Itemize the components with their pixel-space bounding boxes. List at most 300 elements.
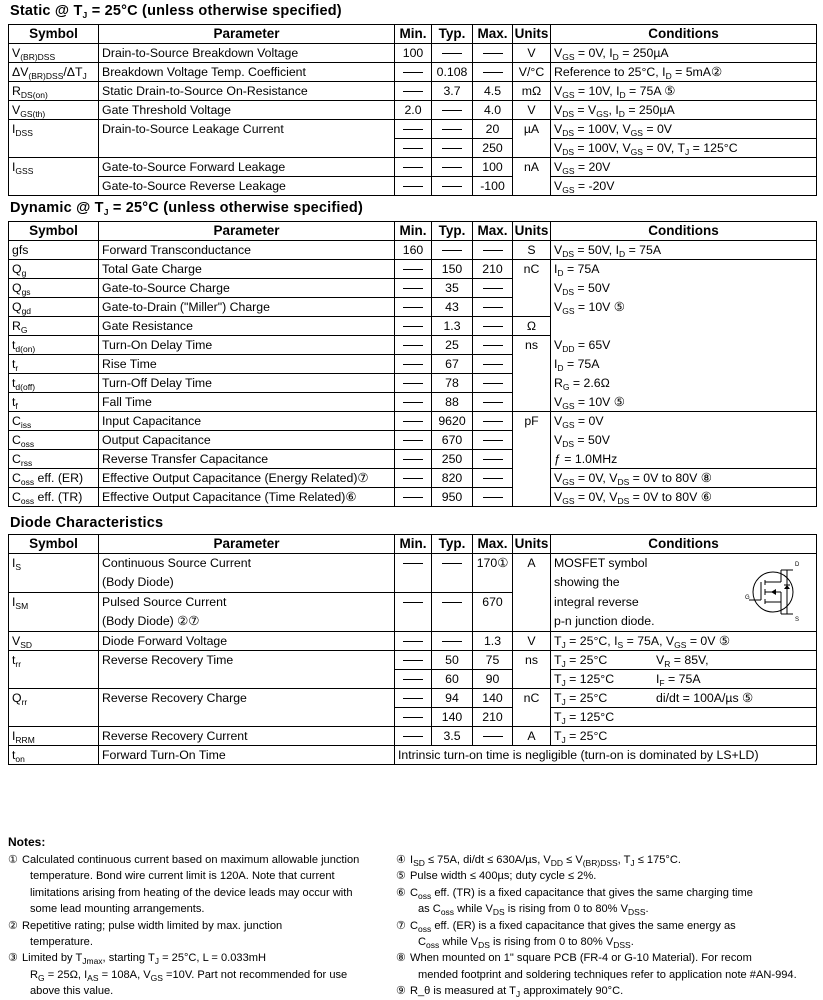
condition-line2: p-n junction diode. — [554, 613, 655, 628]
dash-min — [403, 269, 423, 270]
unit: V — [527, 634, 536, 648]
table-row — [9, 120, 817, 139]
table-row — [9, 241, 817, 260]
table-row — [9, 746, 817, 765]
footnote-line: mended footprint and soldering techniques refer to application note #AN-994. — [418, 968, 797, 981]
parameter-name: Fall Time — [102, 395, 152, 409]
footnote-line: $C_{oss}$ while $V_{DS}$ is rising from 0 to 80% $V_{DSS}$. — [418, 936, 634, 951]
dash-max — [483, 402, 503, 403]
footnote-line: Limited by $T_{Jmax}$, starting $T_J = 25^\circ C$, L = 0.033mH — [22, 952, 267, 967]
max-value: 210 — [482, 262, 503, 276]
condition: $V_{DD} = 65V$ — [554, 338, 611, 354]
dash-max — [483, 53, 503, 54]
footnote-line: limitations arising from heating of the device leads may occur with — [30, 886, 353, 899]
unit: V — [527, 103, 536, 117]
max-value: 170① — [476, 556, 509, 570]
symbol: $Q_{gs}$ — [12, 281, 31, 297]
table-row — [9, 177, 817, 196]
symbol: $t_f$ — [12, 395, 18, 411]
max-value: 250 — [482, 141, 503, 155]
condition: $V_{DS} = 100V$, $V_{GS} = 0V$ — [554, 122, 672, 138]
dynamic-table — [8, 221, 817, 507]
footnote — [396, 852, 821, 868]
col-header-min: Min. — [395, 535, 432, 554]
dash-max — [483, 736, 503, 737]
dash-typ — [442, 110, 462, 111]
dynamic-section-title: Dynamic @ $T_J = 25^\circ C$ (unless otherwise specified) — [10, 200, 363, 217]
dash-min — [403, 91, 423, 92]
col-header-typ: Typ. — [432, 222, 473, 241]
dash-min — [403, 421, 423, 422]
parameter-name: Gate-to-Source Reverse Leakage — [102, 179, 286, 193]
symbol: $t_{rr}$ — [12, 653, 22, 670]
dash-min — [403, 497, 423, 498]
parameter-name: Gate-to-Source Charge — [102, 281, 230, 295]
col-header-symbol: Symbol — [9, 222, 99, 241]
footnote-line: above this value. — [30, 985, 114, 998]
dash-typ — [442, 250, 462, 251]
col-header-parameter: Parameter — [99, 222, 395, 241]
col-header-parameter: Parameter — [99, 535, 395, 554]
max-value: -100 — [480, 179, 505, 193]
dash-min — [403, 602, 423, 603]
dash-max — [483, 250, 503, 251]
condition: MOSFET symbol — [554, 556, 648, 570]
symbol: $t_{on}$ — [12, 748, 25, 764]
condition: $I_D = 75A$ — [554, 262, 600, 279]
dash-min — [403, 288, 423, 289]
dash-max — [483, 72, 503, 73]
condition: $V_{GS} = 0V$, $V_{DS} = 0V$ to 80V ⑥ — [554, 490, 712, 506]
notes-left-column — [8, 852, 398, 1000]
typ-value: 150 — [441, 262, 463, 276]
footnote-line: R_θ is measured at $T_J$ approximately 90°C. — [410, 985, 624, 1000]
header-row — [9, 25, 817, 44]
condition-right: $V_R = 85V$, — [656, 653, 709, 669]
table-row — [9, 279, 817, 298]
col-header-units: Units — [513, 535, 551, 554]
footnote-line: temperature. Bond wire current limit is 120A. Note that current — [30, 870, 335, 883]
footnote-line: Calculated continuous current based on maximum allowable junction — [22, 854, 360, 866]
parameter-name: Turn-Off Delay Time — [102, 376, 213, 390]
footnote — [396, 918, 821, 951]
col-header-symbol: Symbol — [9, 535, 99, 554]
footnote-line: $C_{oss}$ eff. (ER) is a fixed capacitance that gives the same energy as — [410, 919, 736, 934]
symbol: $I_{RRM}$ — [12, 729, 35, 745]
footnote — [8, 950, 398, 999]
static-table — [8, 24, 817, 196]
dash-typ — [442, 186, 462, 187]
parameter-name: Input Capacitance — [102, 414, 202, 428]
condition: $V_{GS} = 10V$ ⑤ — [554, 394, 625, 411]
parameter-name: Effective Output Capacitance (Time Related)⑥ — [102, 490, 357, 504]
gate-pin-label: G — [745, 595, 750, 601]
unit: µA — [523, 122, 540, 137]
symbol: $I_{SM}$ — [12, 595, 29, 611]
dash-typ — [442, 148, 462, 149]
symbol: $C_{oss}$ eff. (ER) — [12, 471, 84, 487]
footnote-line: Repetitive rating; pulse width limited by max. junction — [22, 919, 283, 932]
table-row — [9, 450, 817, 469]
condition: $V_{GS} = 0V$, $I_D = 250\mu A$ — [554, 46, 669, 62]
condition: Reference to 25°C, $I_D$ = 5mA② — [554, 65, 723, 81]
col-header-max: Max. — [473, 535, 513, 554]
dash-max — [483, 345, 503, 346]
parameter-name: Reverse Recovery Charge — [102, 691, 247, 706]
condition-right: $I_F = 75A$ — [656, 672, 701, 688]
condition-right: di/dt = 100A/µs ⑤ — [656, 691, 754, 705]
footnote-line: $R_G = 25\Omega$, $I_{AS} = 108A$, $V_{GS} =10V$. Part not recommended for use — [30, 968, 348, 983]
parameter-name: Continuous Source Current — [102, 556, 252, 570]
condition: $V_{DS} = 50V$ — [554, 433, 610, 449]
unit: nA — [523, 160, 540, 175]
parameter-name: Static Drain-to-Source On-Resistance — [102, 84, 308, 98]
col-header-conditions: Conditions — [551, 25, 817, 44]
condition: $R_G = 2.6\Omega$ — [554, 376, 610, 392]
typ-value: 88 — [445, 395, 459, 409]
dash-typ — [442, 602, 462, 603]
footnote-marker: ④ — [396, 854, 406, 866]
table-row — [9, 298, 817, 317]
parameter-note: (Body Diode) ②⑦ — [102, 614, 200, 628]
max-value: 75 — [485, 653, 500, 667]
table-row — [9, 317, 817, 336]
condition: ƒ = 1.0MHz — [554, 451, 618, 466]
condition-line2: showing the — [554, 575, 620, 589]
table-row — [9, 651, 817, 670]
min-value: 2.0 — [404, 103, 422, 117]
dash-min — [403, 459, 423, 460]
footnote-marker: ③ — [8, 952, 18, 965]
dash-max — [483, 459, 503, 460]
symbol: $C_{iss}$ — [12, 414, 32, 430]
condition: $T_J = 25^\circ C$ — [554, 653, 608, 669]
table-row — [9, 260, 817, 279]
table-row — [9, 393, 817, 412]
max-value: 140 — [482, 691, 503, 705]
merged-condition: Intrinsic turn-on time is negligible (turn-on is dominated by LS+LD) — [398, 748, 759, 762]
col-header-max: Max. — [473, 25, 513, 44]
table-row — [9, 554, 817, 593]
col-header-min: Min. — [395, 25, 432, 44]
parameter-name: Reverse Transfer Capacitance — [102, 452, 269, 466]
typ-value: 43 — [445, 300, 459, 314]
dash-min — [403, 660, 423, 661]
max-value: 90 — [485, 672, 500, 686]
col-header-conditions: Conditions — [551, 535, 817, 554]
notes-title: Notes: — [8, 835, 46, 849]
condition: $T_J = 25^\circ C$ — [554, 729, 608, 745]
dash-min — [403, 345, 423, 346]
col-header-max: Max. — [473, 222, 513, 241]
dash-min — [403, 440, 423, 441]
condition: $I_D = 75A$ — [554, 357, 600, 373]
footnote-line: When mounted on 1" square PCB (FR-4 or G-10 Material). For recom — [410, 952, 752, 965]
max-value: 1.3 — [483, 634, 502, 648]
typ-value: 820 — [441, 471, 463, 485]
table-row — [9, 139, 817, 158]
max-value: 4.5 — [483, 84, 502, 98]
table-row — [9, 593, 817, 632]
max-value: 4.0 — [483, 103, 502, 117]
col-header-parameter: Parameter — [99, 25, 395, 44]
typ-value: 60 — [445, 672, 459, 686]
table-row — [9, 158, 817, 177]
parameter-name: Pulsed Source Current — [102, 595, 227, 609]
diode-section-title: Diode Characteristics — [10, 515, 164, 531]
typ-value: 78 — [445, 376, 459, 390]
symbol: $V_{GS(th)}$ — [12, 103, 46, 119]
dash-typ — [442, 129, 462, 130]
col-header-typ: Typ. — [432, 535, 473, 554]
condition: $V_{GS} = 10V$, $I_D = 75A$ ⑤ — [554, 84, 676, 100]
col-header-conditions: Conditions — [551, 222, 817, 241]
footnote-line: temperature. — [30, 936, 93, 949]
dash-min — [403, 402, 423, 403]
dash-min — [403, 307, 423, 308]
dash-max — [483, 364, 503, 365]
typ-value: 670 — [441, 433, 463, 447]
footnote-marker: ⑨ — [396, 985, 406, 998]
unit: pF — [524, 414, 539, 429]
symbol: $Q_{gd}$ — [12, 300, 32, 316]
table-row — [9, 488, 817, 507]
parameter-name: Reverse Recovery Current — [102, 729, 248, 743]
table-row — [9, 44, 817, 63]
footnote-marker: ⑥ — [396, 886, 406, 899]
footnote-marker: ⑦ — [396, 919, 406, 932]
unit: S — [527, 243, 536, 257]
symbol: $V_{(BR)DSS}$ — [12, 46, 56, 62]
parameter-name: Total Gate Charge — [102, 262, 202, 276]
parameter-name: Forward Transconductance — [102, 243, 252, 257]
min-value: 160 — [402, 243, 424, 257]
table-row — [9, 632, 817, 651]
unit: nC — [523, 262, 540, 277]
typ-value: 67 — [445, 357, 459, 371]
condition: integral reverse — [554, 594, 639, 609]
table-row — [9, 689, 817, 708]
unit: nC — [523, 691, 540, 706]
dash-min — [403, 167, 423, 168]
dash-min — [403, 364, 423, 365]
parameter-name: Gate Threshold Voltage — [102, 103, 231, 117]
table-row — [9, 727, 817, 746]
typ-value: 1.3 — [443, 319, 461, 333]
typ-value: 94 — [445, 691, 459, 705]
parameter-name: Output Capacitance — [102, 433, 211, 447]
symbol: $V_{SD}$ — [12, 634, 33, 650]
col-header-symbol: Symbol — [9, 25, 99, 44]
mosfet-symbol-icon — [745, 558, 805, 622]
symbol: $R_G$ — [12, 319, 28, 335]
dash-min — [403, 326, 423, 327]
table-row — [9, 101, 817, 120]
dash-min — [403, 478, 423, 479]
symbol: $R_{DS(on)}$ — [12, 84, 48, 100]
footnote — [396, 885, 821, 918]
col-header-typ: Typ. — [432, 25, 473, 44]
typ-value: 3.5 — [443, 729, 461, 743]
symbol: $Q_{rr}$ — [12, 691, 28, 708]
dash-min — [403, 563, 423, 564]
dash-min — [403, 148, 423, 149]
dash-min — [403, 698, 423, 699]
parameter-name: Drain-to-Source Leakage Current — [102, 122, 284, 137]
table-row — [9, 708, 817, 727]
footnote-line: some lead mounting arrangements. — [30, 903, 205, 916]
symbol: $t_r$ — [12, 357, 19, 373]
parameter-name: Reverse Recovery Time — [102, 653, 234, 668]
max-value: 210 — [482, 710, 503, 724]
condition: $T_J = 125^\circ C$ — [554, 710, 615, 726]
symbol: $C_{rss}$ — [12, 452, 33, 468]
col-header-units: Units — [513, 25, 551, 44]
dash-min — [403, 717, 423, 718]
table-row — [9, 374, 817, 393]
header-row — [9, 535, 817, 554]
notes-right-column — [396, 852, 821, 1000]
unit: mΩ — [521, 84, 542, 98]
footnote-line: as $C_{oss}$ while $V_{DS}$ is rising from 0 to 80% $V_{DSS}$. — [418, 903, 649, 918]
condition: $V_{GS} = -20V$ — [554, 179, 615, 195]
footnote-marker: ② — [8, 919, 18, 932]
dash-typ — [442, 53, 462, 54]
col-header-units: Units — [513, 222, 551, 241]
dash-max — [483, 383, 503, 384]
drain-pin-label: D — [795, 562, 800, 568]
table-row — [9, 469, 817, 488]
parameter-name: Forward Turn-On Time — [102, 748, 226, 762]
dash-max — [483, 288, 503, 289]
footnote-line: $C_{oss}$ eff. (TR) is a fixed capacitance that gives the same charging time — [410, 886, 753, 901]
parameter-name: Diode Forward Voltage — [102, 634, 228, 648]
condition: $T_J = 25^\circ C$, $I_S = 75A$, $V_{GS} = 0V$ ⑤ — [554, 634, 730, 650]
typ-value: 3.7 — [443, 84, 461, 98]
typ-value: 140 — [441, 710, 463, 724]
footnote — [8, 918, 398, 951]
symbol: $I_S$ — [12, 556, 22, 572]
diode-table — [8, 534, 817, 765]
footnote — [8, 852, 398, 918]
dash-min — [403, 72, 423, 73]
max-value: 100 — [482, 160, 503, 174]
footnote-marker: ⑤ — [396, 870, 406, 883]
condition: $V_{DS} = V_{GS}$, $I_D = 250\mu A$ — [554, 103, 675, 119]
unit: ns — [525, 338, 538, 353]
parameter-name: Breakdown Voltage Temp. Coefficient — [102, 65, 306, 79]
condition: $T_J = 125^\circ C$ — [554, 672, 615, 688]
symbol: $C_{oss}$ — [12, 433, 35, 449]
parameter-name: Gate-to-Source Forward Leakage — [102, 160, 286, 174]
footnote-marker: ① — [8, 854, 18, 866]
typ-value: 9620 — [438, 414, 466, 428]
dash-min — [403, 736, 423, 737]
typ-value: 35 — [445, 281, 459, 295]
typ-value: 250 — [441, 452, 463, 466]
min-value: 100 — [402, 46, 424, 60]
parameter-name: Turn-On Delay Time — [102, 338, 213, 352]
dash-max — [483, 478, 503, 479]
condition: $V_{GS} = 20V$ — [554, 160, 611, 176]
parameter-name: Rise Time — [102, 357, 157, 371]
unit: V/°C — [518, 65, 545, 79]
max-value: 670 — [482, 595, 503, 609]
dash-typ — [442, 641, 462, 642]
source-pin-label: S — [795, 617, 800, 622]
dash-max — [483, 440, 503, 441]
dash-max — [483, 497, 503, 498]
condition: $V_{GS} = 0V$, $V_{DS} = 0V$ to 80V ⑧ — [554, 471, 712, 487]
table-row — [9, 670, 817, 689]
unit: A — [527, 729, 536, 743]
col-header-min: Min. — [395, 222, 432, 241]
symbol: $I_{GSS}$ — [12, 160, 34, 177]
parameter-name: Gate-to-Drain ("Miller") Charge — [102, 300, 270, 314]
static-section-title: Static @ $T_J = 25^\circ C$ (unless otherwise specified) — [10, 3, 342, 20]
footnote-marker: ⑧ — [396, 952, 406, 965]
unit: V — [527, 46, 536, 60]
typ-value: 950 — [441, 490, 463, 504]
unit: ns — [525, 653, 538, 668]
footnote-line: Pulse width ≤ 400µs; duty cycle ≤ 2%. — [410, 870, 597, 883]
parameter-name: Effective Output Capacitance (Energy Related)⑦ — [102, 471, 369, 485]
condition: $V_{GS} = 0V$ — [554, 414, 604, 431]
parameter-name: Drain-to-Source Breakdown Voltage — [102, 46, 299, 60]
condition: $V_{DS} = 50V$, $I_D = 75A$ — [554, 243, 662, 259]
table-row — [9, 431, 817, 450]
typ-value: 50 — [445, 653, 459, 667]
symbol: $t_{d(on)}$ — [12, 338, 36, 354]
footnote-line: $I_{SD} \le 75A$, di/dt ≤ 630A/µs, $V_{DD} \le V_{(BR)DSS}$, $T_J \le 175^\circ C$. — [410, 854, 681, 868]
condition: $V_{DS} = 50V$ — [554, 281, 610, 297]
dash-min — [403, 641, 423, 642]
condition: $T_J = 25^\circ C$ — [554, 691, 608, 707]
dash-min — [403, 383, 423, 384]
footnote — [396, 950, 821, 983]
table-row — [9, 336, 817, 355]
condition: $V_{DS} = 100V$, $V_{GS} = 0V$, $T_J = 125^\circ C$ — [554, 141, 738, 157]
unit: Ω — [526, 319, 537, 333]
parameter-note: (Body Diode) — [102, 575, 174, 589]
table-row — [9, 355, 817, 374]
symbol: $Q_g$ — [12, 262, 27, 278]
footnote — [396, 868, 821, 884]
table-row — [9, 412, 817, 431]
table-row — [9, 82, 817, 101]
symbol: $t_{d(off)}$ — [12, 376, 36, 392]
footnote — [396, 983, 821, 999]
symbol: $C_{oss}$ eff. (TR) — [12, 490, 83, 506]
dash-min — [403, 186, 423, 187]
symbol: gfs — [12, 243, 29, 257]
max-value: 20 — [485, 122, 500, 136]
parameter-name: Gate Resistance — [102, 319, 193, 333]
dash-min — [403, 679, 423, 680]
dash-max — [483, 326, 503, 327]
table-row — [9, 63, 817, 82]
typ-value: 0.108 — [436, 65, 468, 79]
symbol: $I_{DSS}$ — [12, 122, 33, 139]
header-row — [9, 222, 817, 241]
dash-typ — [442, 563, 462, 564]
dash-min — [403, 129, 423, 130]
unit: A — [527, 556, 536, 570]
symbol: $\Delta V_{(BR)DSS}/\Delta T_J$ — [12, 65, 87, 81]
condition: $V_{GS} = 10V$ ⑤ — [554, 300, 625, 316]
typ-value: 25 — [445, 338, 459, 352]
dash-max — [483, 421, 503, 422]
